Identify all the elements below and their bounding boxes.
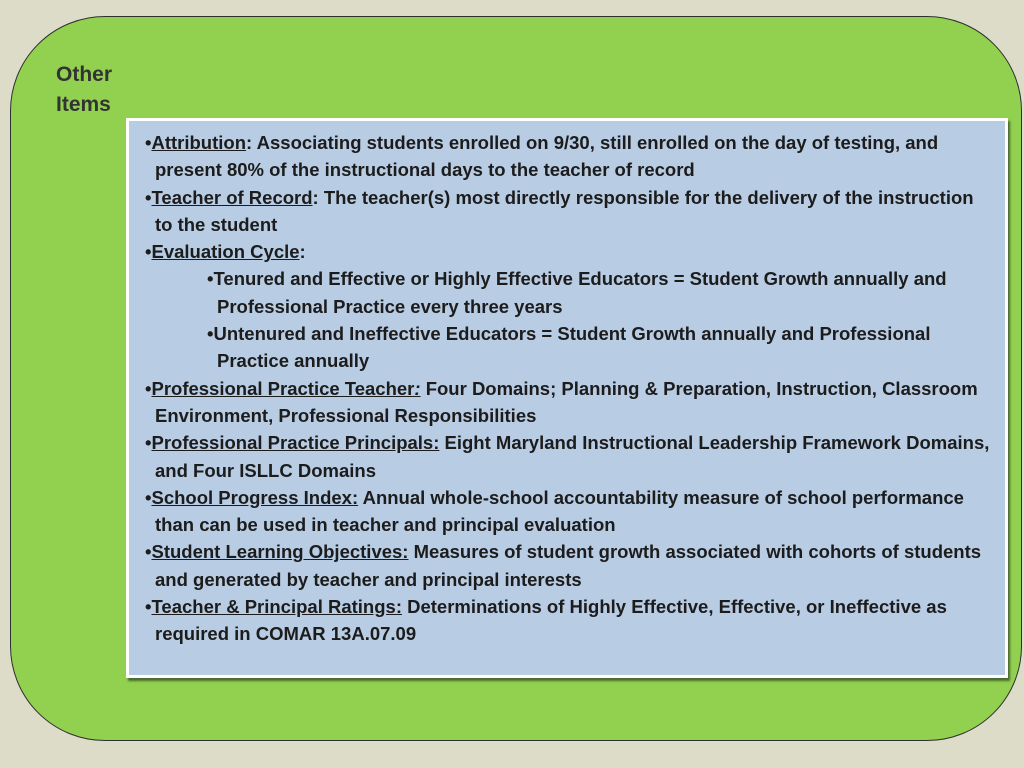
list-item-teacher-of-record xyxy=(141,184,995,239)
term-label: Teacher & Principal Ratings: xyxy=(151,596,402,618)
bullet-icon: • xyxy=(207,323,214,345)
term-separator: : xyxy=(414,377,421,399)
list-item-student-learning-objectives xyxy=(141,538,995,593)
term-label: School Progress Index: xyxy=(151,486,359,508)
list-item-ratings xyxy=(141,593,995,648)
bullet-icon: • xyxy=(145,186,152,208)
item-text: Measures of student growth associated with cohorts of students and generated by teacher and principal interests xyxy=(155,541,982,590)
bullet-icon: • xyxy=(145,377,152,399)
item-text: Untenured and Ineffective Educators = Student Growth annually and Professional Practice annually xyxy=(213,323,931,372)
list-item-evaluation-cycle xyxy=(141,238,995,265)
side-title xyxy=(56,60,112,120)
term-label: Professional Practice Teacher xyxy=(151,377,415,399)
term-label: Attribution xyxy=(151,132,247,153)
item-text: Four Domains; Planning & Preparation, Instruction, Classroom Environment, Professional Responsibilities xyxy=(155,377,978,426)
side-title-line-1: Other xyxy=(56,63,113,86)
side-title-line-2: Items xyxy=(56,93,111,116)
list-item-practice-principals xyxy=(141,429,995,484)
term-separator: : xyxy=(312,186,319,208)
item-text: The teacher(s) most directly responsible for the delivery of the instruction to the student xyxy=(155,186,974,235)
sub-item-untenured xyxy=(141,320,995,375)
item-text: Associating students enrolled on 9/30, still enrolled on the day of testing, and present 80% of the instructional days to the teacher of record xyxy=(155,132,939,181)
bullet-icon: • xyxy=(145,596,152,618)
term-label: Evaluation Cycle xyxy=(151,241,300,263)
term-label: Student Learning Objectives: xyxy=(151,541,409,563)
item-text: Tenured and Effective or Highly Effective Educators = Student Growth annually and Professional Practice every three years xyxy=(213,268,947,317)
list-item-school-progress-index xyxy=(141,484,995,539)
list-item-practice-teacher xyxy=(141,375,995,430)
bullet-icon: • xyxy=(207,268,214,290)
bullet-icon: • xyxy=(145,241,152,263)
content-panel xyxy=(126,118,1008,678)
item-text: Eight Maryland Instructional Leadership Framework Domains, and Four ISLLC Domains xyxy=(155,432,990,481)
bullet-icon: • xyxy=(145,432,152,454)
bullet-icon: • xyxy=(145,132,152,153)
item-text: Determinations of Highly Effective, Effective, or Ineffective as required in COMAR 13A.07.09 xyxy=(155,596,947,645)
term-label: Teacher of Record xyxy=(151,186,313,208)
term-label: Professional Practice Principals: xyxy=(151,432,440,454)
item-text: Annual whole-school accountability measure of school performance than can be used in teacher and principal evaluation xyxy=(155,486,964,536)
term-separator: : xyxy=(246,132,253,153)
sub-item-tenured xyxy=(141,265,995,320)
term-separator: : xyxy=(299,241,306,263)
bullet-icon: • xyxy=(145,541,152,563)
list-item-attribution xyxy=(141,129,995,184)
bullet-icon: • xyxy=(145,486,152,508)
